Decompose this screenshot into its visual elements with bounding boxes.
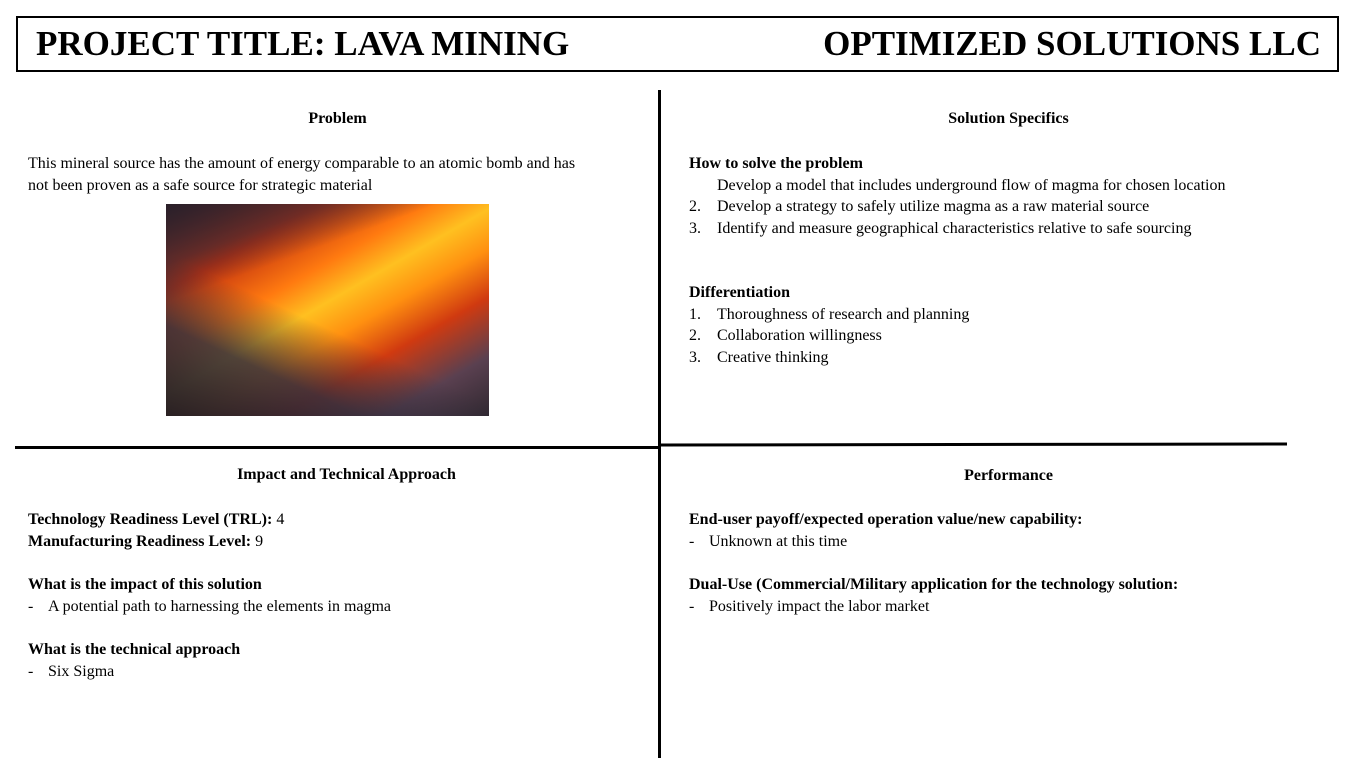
lava-image <box>166 204 489 416</box>
approach-question: What is the technical approach <box>28 641 241 658</box>
impact-section <box>28 509 391 682</box>
list-item: 2. Develop a strategy to safely utilize magma as a raw material source <box>689 198 1150 215</box>
impact-question: What is the impact of this solution <box>28 576 262 593</box>
mrl-line: Manufacturing Readiness Level: 9 <box>28 532 264 550</box>
list-item: Develop a model that includes underground flow of magma for chosen location <box>717 176 1226 194</box>
performance-heading: Performance <box>964 467 1053 484</box>
project-title: PROJECT TITLE: LAVA MINING <box>36 24 570 63</box>
list-item: - Positively impact the labor market <box>689 597 930 615</box>
list-item: - Six Sigma <box>28 662 115 680</box>
list-item: - Unknown at this time <box>689 532 848 550</box>
list-item: 2. Collaboration willingness <box>689 327 882 344</box>
list-item: 3. Identify and measure geographical characteristics relative to safe sourcing <box>689 219 1192 237</box>
problem-text <box>28 153 575 196</box>
dual-use-heading: Dual-Use (Commercial/Military application for the technology solution: <box>689 576 1179 593</box>
impact-heading: Impact and Technical Approach <box>237 466 456 483</box>
company-name: OPTIMIZED SOLUTIONS LLC <box>823 24 1321 63</box>
problem-heading: Problem <box>308 110 367 127</box>
list-item: 3. Creative thinking <box>689 348 829 366</box>
horizontal-divider-right <box>660 442 1287 446</box>
list-item: 1. Thoroughness of research and planning <box>689 305 970 323</box>
how-heading: How to solve the problem <box>689 155 863 172</box>
horizontal-divider-left <box>15 446 660 449</box>
problem-line: This mineral source has the amount of energy comparable to an atomic bomb and has <box>28 155 576 172</box>
solution-heading: Solution Specifics <box>948 110 1069 127</box>
title-banner <box>16 16 1339 72</box>
how-to-solve-section <box>689 153 1225 239</box>
payoff-heading: End-user payoff/expected operation value/new capability: <box>689 511 1083 528</box>
vertical-divider <box>658 90 661 758</box>
trl-line: Technology Readiness Level (TRL): 4 <box>28 511 285 528</box>
problem-line: not been proven as a safe source for strategic material <box>28 176 373 194</box>
list-item: - A potential path to harnessing the elements in magma <box>28 597 392 615</box>
performance-section <box>689 509 1178 617</box>
differentiation-heading: Differentiation <box>689 284 791 301</box>
differentiation-section <box>689 282 969 368</box>
